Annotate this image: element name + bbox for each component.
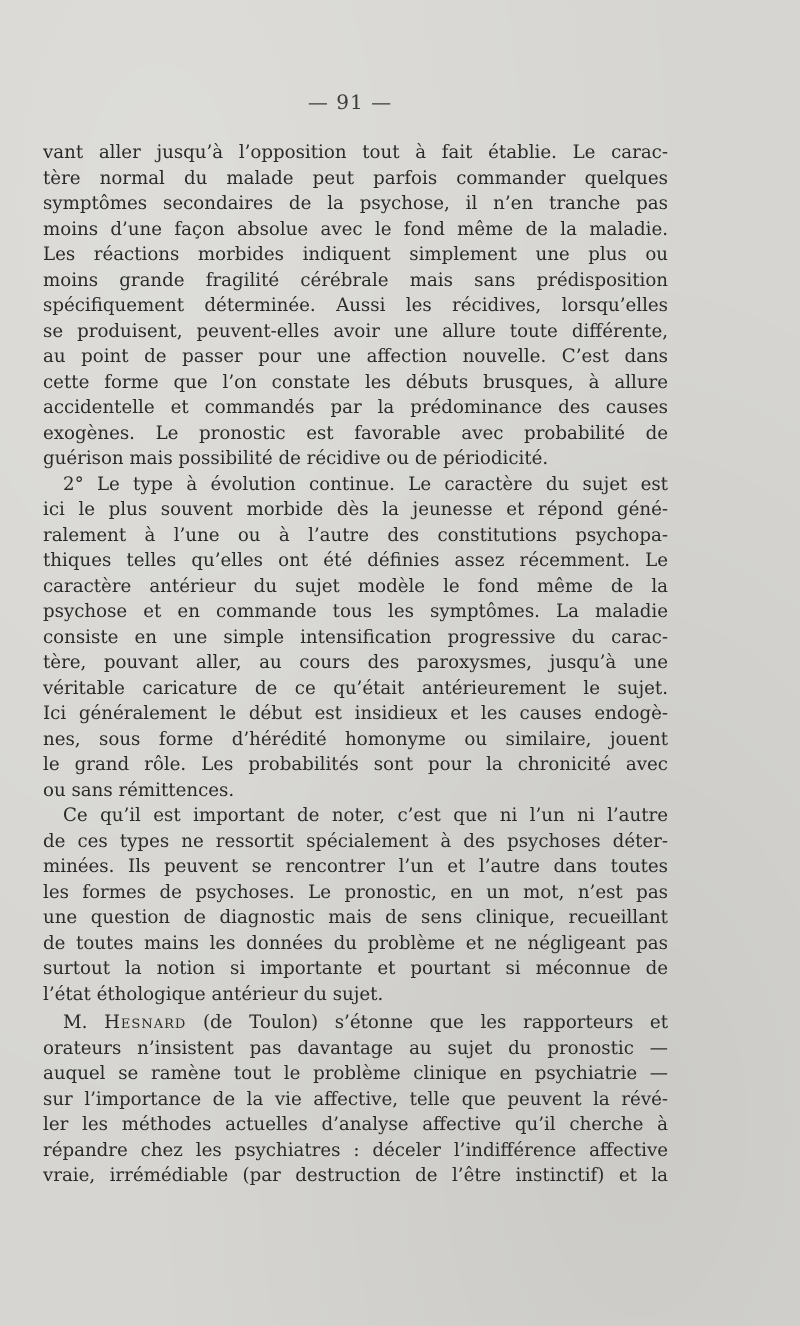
text-line: moins d’une façon absolue avec le fond même de la maladie. xyxy=(43,218,668,240)
text-segment: (de Toulon) s’étonne que les rapporteurs et xyxy=(186,1012,669,1033)
text-line: l’état éthologique antérieur du sujet. xyxy=(43,983,384,1005)
text-line: symptômes secondaires de la psychose, il n’en tranche pas xyxy=(43,193,668,214)
text-line: minées. Ils peuvent se rencontrer l’un et l’autre dans toutes xyxy=(43,856,668,877)
text-line: ralement à l’une ou à l’autre des constitutions psychopa- xyxy=(43,524,668,546)
text-line: au point de passer pour une affection nouvelle. C’est dans xyxy=(43,346,668,367)
text-line: ici le plus souvent morbide dès la jeunesse et répond géné- xyxy=(43,499,668,520)
text-line: 2° Le type à évolution continue. Le caractère du sujet est xyxy=(63,473,668,495)
text-line: vraie, irrémédiable (par destruction de l’être instinctif) et la xyxy=(43,1165,668,1186)
text-line: les formes de psychoses. Le pronostic, en un mot, n’est pas xyxy=(43,881,668,903)
text-line: tère, pouvant aller, au cours des paroxysmes, jusqu’à une xyxy=(43,652,668,673)
text-line: Ce qu’il est important de noter, c’est que ni l’un ni l’autre xyxy=(63,805,668,826)
text-line: Ici généralement le début est insidieux et les causes endogè- xyxy=(43,703,668,724)
text-line: thiques telles qu’elles ont été définies assez récemment. Le xyxy=(43,550,668,571)
text-line: consiste en une simple intensification progressive du carac- xyxy=(43,626,668,648)
text-line: ler les méthodes actuelles d’analyse affective qu’il cherche à xyxy=(43,1114,668,1135)
text-line: de ces types ne ressortit spécialement à des psychoses déter- xyxy=(43,830,668,852)
text-line: moins grande fragilité cérébrale mais sans prédisposition xyxy=(43,269,668,291)
text-line: tère normal du malade peut parfois commander quelques xyxy=(43,167,668,189)
paragraph-hesnard xyxy=(43,1010,668,1189)
text-line: auquel se ramène tout le problème clinique en psychiatrie — xyxy=(43,1063,668,1084)
text-line: nes, sous forme d’hérédité homonyme ou similaire, jouent xyxy=(43,728,668,750)
text-line: véritable caricature de ce qu’était antérieurement le sujet. xyxy=(43,677,668,699)
text-line: surtout la notion si importante et pourtant si méconnue de xyxy=(43,958,668,979)
text-line: répandre chez les psychiatres : déceler l’indifférence affective xyxy=(43,1139,668,1161)
paragraphs-main xyxy=(43,140,668,1007)
text-line: psychose et en commande tous les symptômes. La maladie xyxy=(43,601,668,622)
text-line: guérison mais possibilité de récidive ou de périodicité. xyxy=(43,448,549,469)
text-line: caractère antérieur du sujet modèle le fond même de la xyxy=(43,575,668,597)
text-line: de toutes mains les données du problème et ne négligeant pas xyxy=(43,932,668,954)
text-line: orateurs n’insistent pas davantage au sujet du pronostic — xyxy=(43,1037,668,1059)
text-line xyxy=(43,1010,668,1036)
text-line: sur l’importance de la vie affective, telle que peuvent la révé- xyxy=(43,1088,668,1110)
page-number: — 91 — xyxy=(307,90,393,114)
text-line: le grand rôle. Les probabilités sont pour la chronicité avec xyxy=(43,754,668,775)
text-line: cette forme que l’on constate les débuts brusques, à allure xyxy=(43,371,668,393)
speaker-prefix: M. xyxy=(63,1012,105,1033)
text-line: vant aller jusqu’à l’opposition tout à fait établie. Le carac- xyxy=(43,142,668,163)
text-line: exogènes. Le pronostic est favorable avec probabilité de xyxy=(43,422,668,444)
text-line: une question de diagnostic mais de sens clinique, recueillant xyxy=(43,907,668,928)
text-line: ou sans rémittences. xyxy=(43,779,235,801)
text-line: se produisent, peuvent-elles avoir une allure toute différente, xyxy=(43,320,668,342)
text-line: spécifiquement déterminée. Aussi les récidives, lorsqu’elles xyxy=(43,295,668,316)
text-line: Les réactions morbides indiquent simplement une plus ou xyxy=(43,244,668,265)
text-line: accidentelle et commandés par la prédominance des causes xyxy=(43,397,668,418)
speaker-name: Hesnard xyxy=(104,1012,187,1033)
